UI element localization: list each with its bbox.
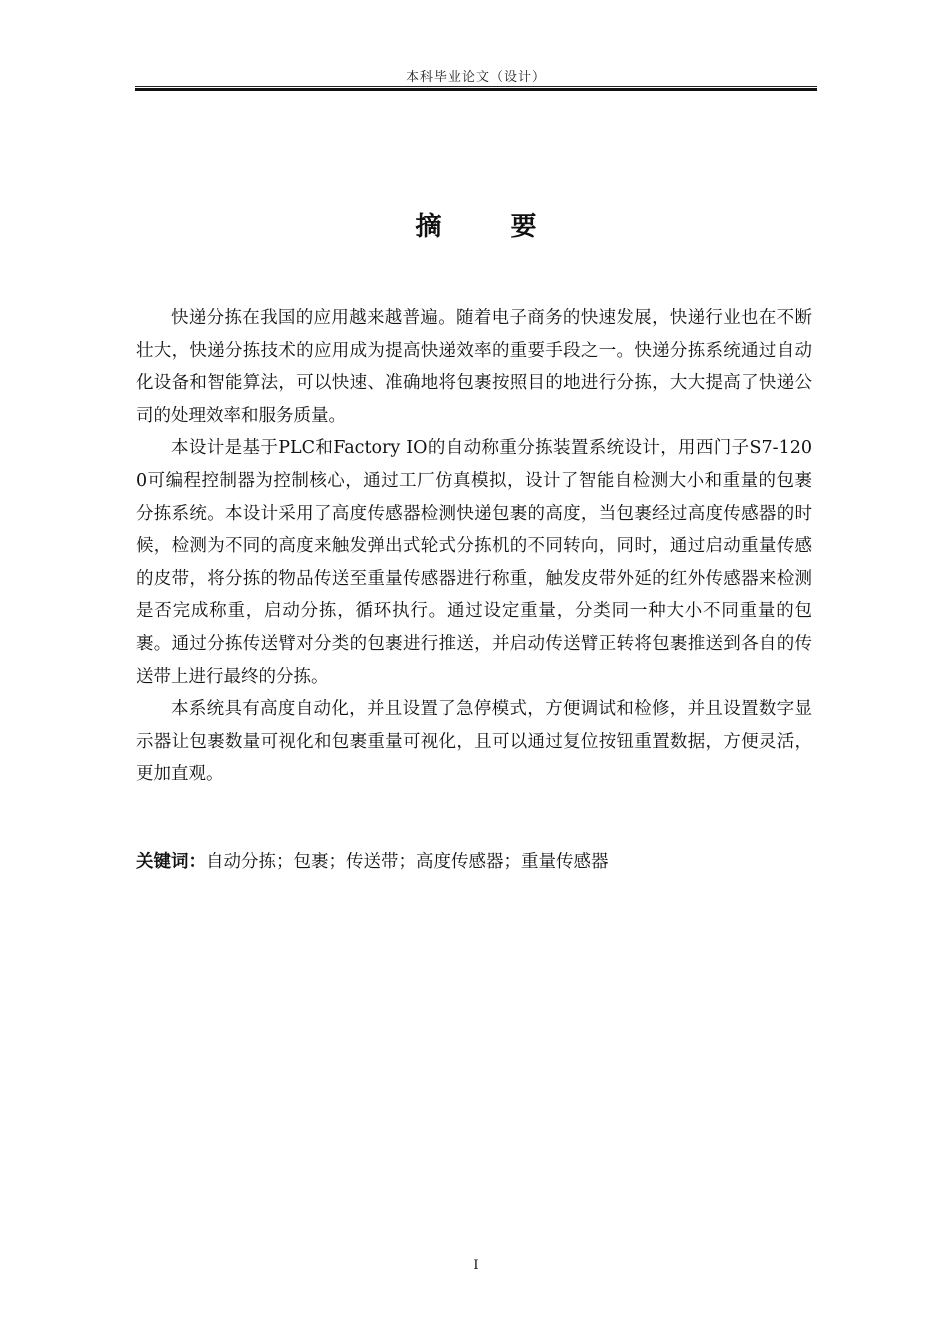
page-number: I: [473, 1258, 479, 1273]
page-title: 摘 要: [415, 212, 567, 242]
header-rule-thick: [135, 88, 817, 91]
keywords-line: [136, 848, 812, 876]
abstract-paragraph-1: 快递分拣在我国的应用越来越普遍。随着电子商务的快速发展，快递行业也在不断壮大，快递分拣技术的应用成为提高快递效率的重要手段之一。快递分拣系统通过自动化设备和智能算法，可以快速、准确地将包裹按照目的地进行分拣，大大提高了快递公司的处理效率和服务质量。: [136, 308, 812, 426]
abstract-body: [136, 302, 812, 791]
header-rule-thin: [135, 86, 817, 87]
abstract-paragraph-2: 本设计是基于PLC和Factory IO的自动称重分拣装置系统设计，用西门子S7-1200可编程控制器为控制核心，通过工厂仿真模拟，设计了智能自检测大小和重量的包裹分拣系统。本设计采用了高度传感器检测快递包裹的高度，当包裹经过高度传感器的时候，检测为不同的高度来触发弹出式轮式分拣机的不同转向，同时，通过启动重量传感的皮带，将分拣的物品传送至重量传感器进行称重，触发皮带外延的红外传感器来检测是否完成称重，启动分拣，循环执行。通过设定重量，分类同一种大小不同重量的包裹。通过分拣传送臂对分类的包裹进行推送，并启动传送臂正转将包裹推送到各自的传送带上进行最终的分拣。: [136, 438, 812, 687]
keywords-text: 自动分拣；包裹；传送带；高度传感器；重量传感器: [206, 852, 609, 872]
abstract-paragraph-3: 本系统具有高度自动化，并且设置了急停模式，方便调试和检修，并且设置数字显示器让包裹数量可视化和包裹重量可视化，且可以通过复位按钮重置数据，方便灵活，更加直观。: [136, 699, 812, 785]
running-header: 本科毕业论文（设计）: [405, 70, 546, 85]
keywords-label: 关键词：: [136, 852, 206, 872]
